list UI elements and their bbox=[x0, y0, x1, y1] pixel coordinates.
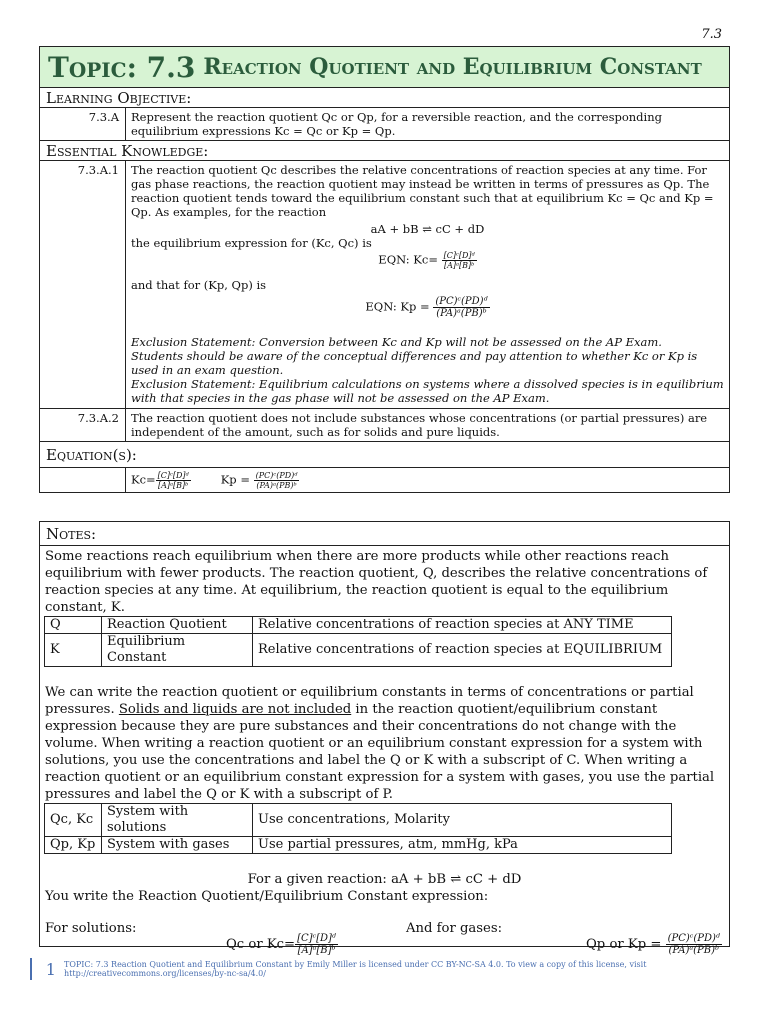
for-solutions-label: For solutions: bbox=[45, 921, 137, 936]
eq-kp-label: Kp = bbox=[220, 472, 250, 486]
table-cell: Relative concentrations of reaction species at EQUILIBRIUM bbox=[253, 634, 672, 667]
p2-start: We can write the reaction quotient or equilibrium constants in terms of concentrations or partial pressures. bbox=[45, 685, 694, 717]
topic-label: Topic: 7.3 bbox=[48, 50, 196, 84]
eqn-kp-label: EQN: Kp = bbox=[365, 299, 430, 314]
write-expression: You write the Reaction Quotient/Equilibrium Constant expression: bbox=[45, 889, 489, 904]
kc-denominator: [A]ᵃ[B]ᵇ bbox=[443, 261, 475, 270]
ek1-eqn-kp bbox=[131, 296, 724, 319]
ek1-code: 7.3.A.1 bbox=[40, 161, 126, 408]
kp-fraction bbox=[433, 296, 489, 319]
exclusion-2: Students should be aware of the conceptual differences and pay attention to whether Kc or Kp is used in an exam question. bbox=[131, 349, 698, 377]
table-row bbox=[45, 804, 672, 837]
page-number: 7.3 bbox=[701, 27, 722, 42]
qc-fraction bbox=[295, 933, 338, 956]
eq-kp-fraction bbox=[254, 471, 300, 490]
framework-table bbox=[39, 46, 730, 493]
lo-text: Represent the reaction quotient Qc or Qp, for a reversible reaction, and the corresponding equilibrium expressions Kc = Qc or Kp = Qp. bbox=[131, 110, 662, 138]
qp-denominator: (PA)ᵃ(PB)ᵇ bbox=[668, 945, 719, 956]
eq-kp bbox=[221, 471, 300, 490]
p2-end: in the reaction quotient/equilibrium constant expression because they are pure substances and their concentrations do not change with the volume. When writing a reaction quotient or an equilibrium constant expression for a system with solutions, you use the concentrations and label the Q or K with a subscript of C. When writing a reaction quotient or an equilibrium constant expression for a system with gases, you use the partial pressures and label the Q or K with a subscript of P. bbox=[45, 702, 715, 802]
qc-denominator: [A]ᵃ[B]ᵇ bbox=[297, 945, 336, 956]
given-reaction: For a given reaction: aA + bB ⇌ cC + dD bbox=[247, 872, 522, 887]
eq-kc-label: Kc= bbox=[131, 472, 156, 486]
qc-label: Qc or Kc= bbox=[226, 937, 296, 952]
ek2-text: The reaction quotient does not include substances whose concentrations (or partial pressures) are independent of the amount, such as for solids and pure liquids. bbox=[131, 411, 708, 439]
table-cell: Qc, Kc bbox=[45, 804, 102, 837]
table-cell: Reaction Quotient bbox=[102, 617, 253, 634]
topic-title: Reaction Quotient and Equilibrium Constant bbox=[203, 54, 702, 80]
equations-code bbox=[40, 468, 126, 492]
notes-box bbox=[39, 521, 730, 956]
table-cell: System with solutions bbox=[102, 804, 253, 837]
table-row bbox=[45, 634, 672, 667]
topic-header bbox=[40, 47, 729, 88]
for-gases-label: And for gases: bbox=[406, 921, 503, 936]
table-cell: Use partial pressures, atm, mmHg, kPa bbox=[253, 837, 672, 854]
qp-fraction bbox=[666, 933, 722, 956]
ek1-reaction: aA + bB ⇌ cC + dD bbox=[370, 222, 485, 236]
kp-numerator: (PC)ᶜ(PD)ᵈ bbox=[435, 296, 488, 307]
ek1-row bbox=[40, 161, 729, 409]
kc-numerator: [C]ᶜ[D]ᵈ bbox=[443, 251, 475, 260]
subscript-table bbox=[44, 803, 672, 854]
qc-numerator: [C]ᶜ[D]ᵈ bbox=[297, 933, 336, 944]
notes-paragraph-1: Some reactions reach equilibrium when there are more products while other reactions reach equilibrium with fewer products. The reaction quotient, Q, describes the relative concentrations of reaction species at any time. At equilibrium, the reaction quotient is equal to the equilibrium constant, K. bbox=[45, 549, 708, 615]
kp-denominator: (PA)ᵃ(PB)ᵇ bbox=[436, 308, 487, 319]
table-cell: Relative concentrations of reaction species at ANY TIME bbox=[253, 617, 672, 634]
footer-license: TOPIC: 7.3 Reaction Quotient and Equilibrium Constant by Emily Miller is licensed under CC BY-NC-SA 4.0. To view a copy of this license, visit http://creativecommons.org/licenses/by-nc-sa/4.0/ bbox=[63, 960, 647, 978]
ek1-line-kp: and that for (Kp, Qp) is bbox=[131, 278, 267, 292]
table-row bbox=[45, 837, 672, 854]
notes-paragraph-2 bbox=[40, 684, 729, 803]
eq-kc-denominator: [A]ᵃ[B]ᵇ bbox=[158, 480, 189, 490]
qp-numerator: (PC)ᶜ(PD)ᵈ bbox=[667, 933, 720, 944]
table-cell: Q bbox=[45, 617, 102, 634]
qp-expression bbox=[586, 933, 722, 956]
eq-kc-numerator: [C]ᶜ[D]ᵈ bbox=[157, 470, 189, 480]
ek1-text: The reaction quotient Qc describes the relative concentrations of reaction species at any time. For gas phase reactions, the reaction quotient may instead be written in terms of pressures as Qp. The reaction quotient tends toward the equilibrium constant such that at equilibrium Kc = Qc and Kp = Qp. As examples, for the reaction bbox=[131, 163, 714, 219]
ek1-line-kc: the equilibrium expression for (Kc, Qc) is bbox=[131, 236, 372, 250]
ek2-code: 7.3.A.2 bbox=[40, 409, 126, 441]
footer-divider bbox=[30, 958, 32, 980]
ek1-eqn-kc bbox=[131, 251, 724, 270]
table-cell: Use concentrations, Molarity bbox=[253, 804, 672, 837]
ek2-row bbox=[40, 409, 729, 442]
footer-page-number: 1 bbox=[45, 959, 56, 979]
table-cell: K bbox=[45, 634, 102, 667]
lo-code: 7.3.A bbox=[40, 108, 126, 140]
qp-label: Qp or Kp = bbox=[586, 937, 662, 952]
eq-kc bbox=[131, 471, 191, 490]
p2-underlined: Solids and liquids are not included bbox=[118, 702, 352, 717]
eq-kp-denominator: (PA)ᵃ(PB)ᵇ bbox=[256, 480, 297, 490]
footer bbox=[30, 958, 768, 980]
table-cell: System with gases bbox=[102, 837, 253, 854]
exclusion-1: Exclusion Statement: Conversion between Kc and Kp will not be assessed on the AP Exam. bbox=[131, 335, 662, 349]
eq-kp-numerator: (PC)ᶜ(PD)ᵈ bbox=[255, 470, 298, 480]
eq-kc-fraction bbox=[156, 471, 191, 490]
notes-heading: Notes: bbox=[40, 522, 729, 546]
equations-heading: Equation(s): bbox=[40, 442, 729, 468]
essential-knowledge-heading: Essential Knowledge: bbox=[40, 141, 729, 161]
table-cell: Qp, Kp bbox=[45, 837, 102, 854]
lo-row bbox=[40, 108, 729, 141]
exclusion-3: Exclusion Statement: Equilibrium calculations on systems where a dissolved species is in equilibrium with that species in the gas phase will not be assessed on the AP Exam. bbox=[131, 377, 724, 405]
eqn-kc-label: EQN: Kc= bbox=[378, 252, 438, 267]
kc-fraction bbox=[442, 251, 477, 270]
q-k-table bbox=[44, 616, 672, 667]
table-row bbox=[45, 617, 672, 634]
qc-expression bbox=[226, 933, 338, 956]
learning-objective-heading: Learning Objective: bbox=[40, 88, 729, 108]
equations-row bbox=[40, 468, 729, 492]
table-cell: Equilibrium Constant bbox=[102, 634, 253, 667]
